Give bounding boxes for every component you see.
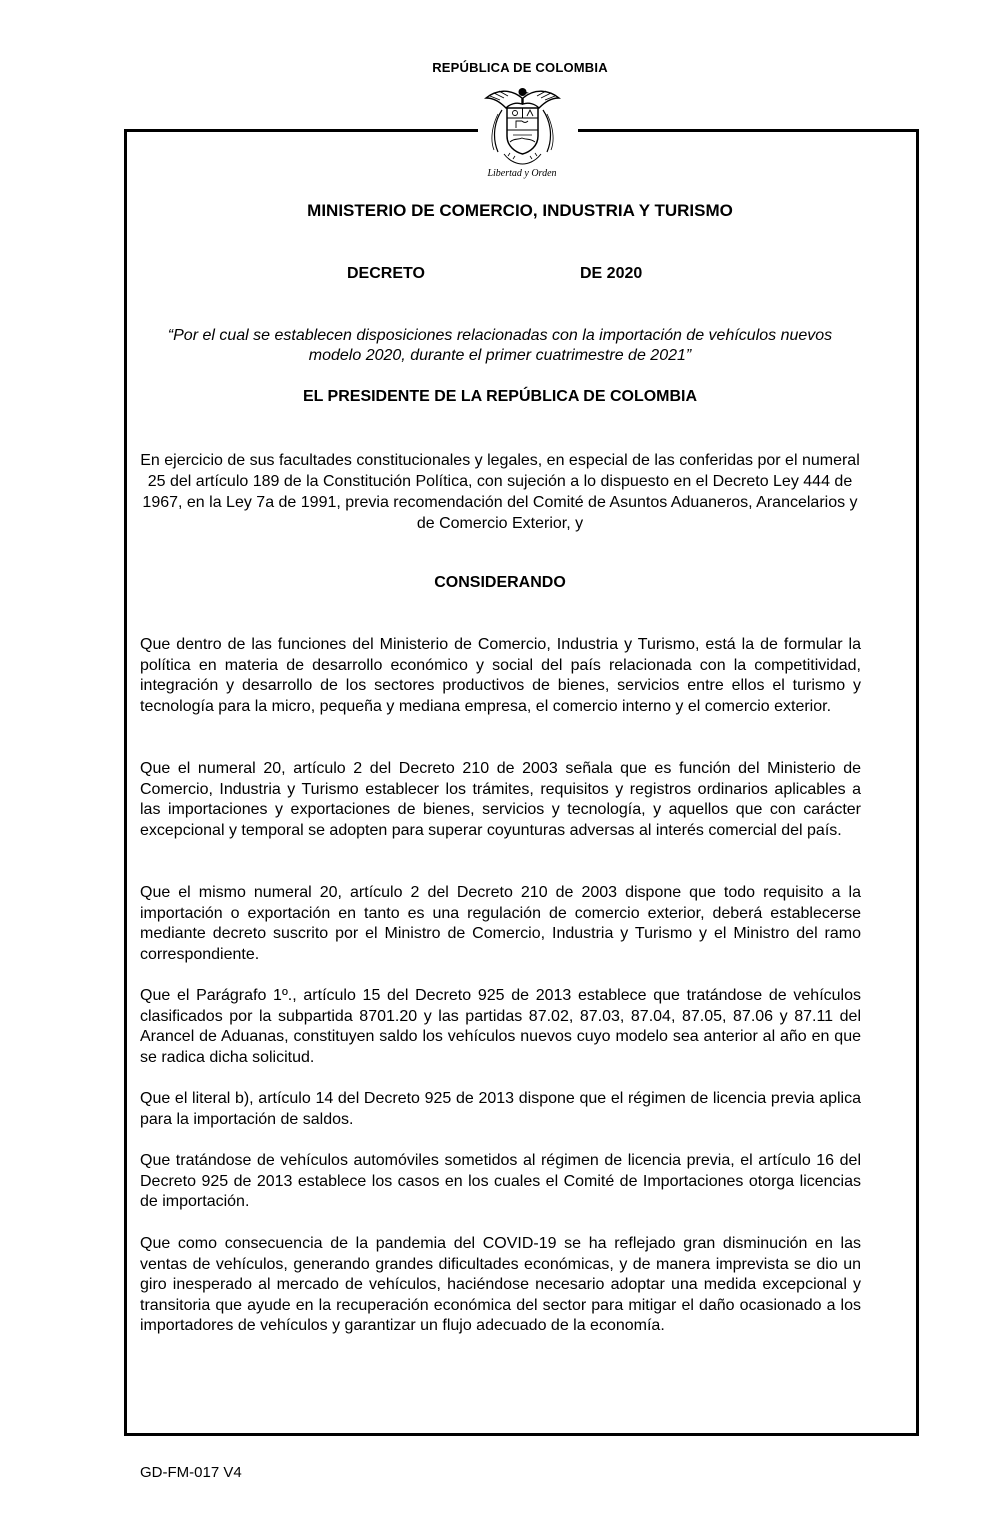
considering-paragraph: Que el Parágrafo 1º., artículo 15 del Decreto 925 de 2013 establece que tratándose de vehículos clasificados por la subpartida 8701.20 y las partidas 87.02, 87.03, 87.04, 87.05, 87.06 y 87.11 del Arancel de Aduanas, constituyen saldo los vehículos nuevos cuyo modelo sea anterior al año en que se radica dicha solicitud. — [140, 987, 861, 1066]
decree-label: DECRETO — [347, 265, 425, 282]
ministry-title: MINISTERIO DE COMERCIO, INDUSTRIA Y TURISMO — [307, 201, 733, 220]
frame-top-border-left — [124, 129, 478, 132]
considering-paragraph: Que el literal b), artículo 14 del Decreto 925 de 2013 dispone que el régimen de licencia previa aplica para la importación de saldos. — [140, 1090, 861, 1128]
considering-paragraph: Que el mismo numeral 20, artículo 2 del Decreto 210 de 2003 dispone que todo requisito a la importación o exportación en tanto es una regulación de comercio exterior, deberá establecerse mediante decreto suscrito por el Ministro de Comercio, Industria y Turismo y el Ministro del ramo correspondiente. — [140, 884, 861, 963]
considering-heading: CONSIDERANDO — [434, 574, 566, 591]
president-heading: EL PRESIDENTE DE LA REPÚBLICA DE COLOMBIA — [302, 388, 698, 405]
considering-paragraph: Que el numeral 20, artículo 2 del Decreto 210 de 2003 señala que es función del Ministerio de Comercio, Industria y Turismo establecer los trámites, requisitos y registros ordinarios aplicables a las importaciones y exportaciones de bienes, servicios y tecnología, y aquellos que con carácter excepcional y temporal se adopten para superar coyunturas adversas al interés comercial del país. — [140, 760, 861, 839]
considering-paragraph: Que tratándose de vehículos automóviles sometidos al régimen de licencia previa, el artículo 16 del Decreto 925 de 2013 establece los casos en los cuales el Comité de Importaciones otorga licencias de importación. — [140, 1152, 861, 1211]
frame-top-border-right — [578, 129, 916, 132]
seal-motto: Libertad y Orden — [487, 168, 557, 179]
form-code: GD-FM-017 V4 — [140, 1464, 242, 1481]
colombia-coat-of-arms-icon — [480, 82, 565, 182]
decree-year: DE 2020 — [580, 265, 643, 282]
powers-preamble: En ejercicio de sus facultades constitucionales y legales, en especial de las conferidas por el numeral 25 del artículo 189 de la Constitución Política, con sujeción a lo dispuesto en el Decreto Ley 444 de 1967, en la Ley 7a de 1991, previa recomendación del Comité de Asuntos Aduaneros, Arancelarios y de Comercio Exterior, y — [140, 452, 860, 532]
considering-paragraph: Que dentro de las funciones del Ministerio de Comercio, Industria y Turismo, está la de formular la política en materia de desarrollo económico y social del país relacionada con la competitividad, integración y desarrollo de los sectores productivos de bienes, servicios entre ellos el turismo y tecnología para la micro, pequeña y mediana empresa, el comercio interno y el comercio exterior. — [140, 636, 861, 715]
republic-header: REPÚBLICA DE COLOMBIA — [432, 60, 608, 75]
decree-subtitle: “Por el cual se establecen disposiciones relacionadas con la importación de vehículos nuevos modelo 2020, durante el primer cuatrimestre de 2021” — [167, 327, 833, 364]
considering-paragraph: Que como consecuencia de la pandemia del COVID-19 se ha reflejado gran disminución en las ventas de vehículos, generando grandes dificultades económicas, y de manera imprevista se dio un giro inesperado al mercado de vehículos, haciéndose necesario adoptar una medida excepcional y transitoria que ayude en la recuperación económica del sector para mitigar el daño ocasionado a los importadores de vehículos y garantizar un flujo adecuado de la economía. — [140, 1235, 861, 1335]
